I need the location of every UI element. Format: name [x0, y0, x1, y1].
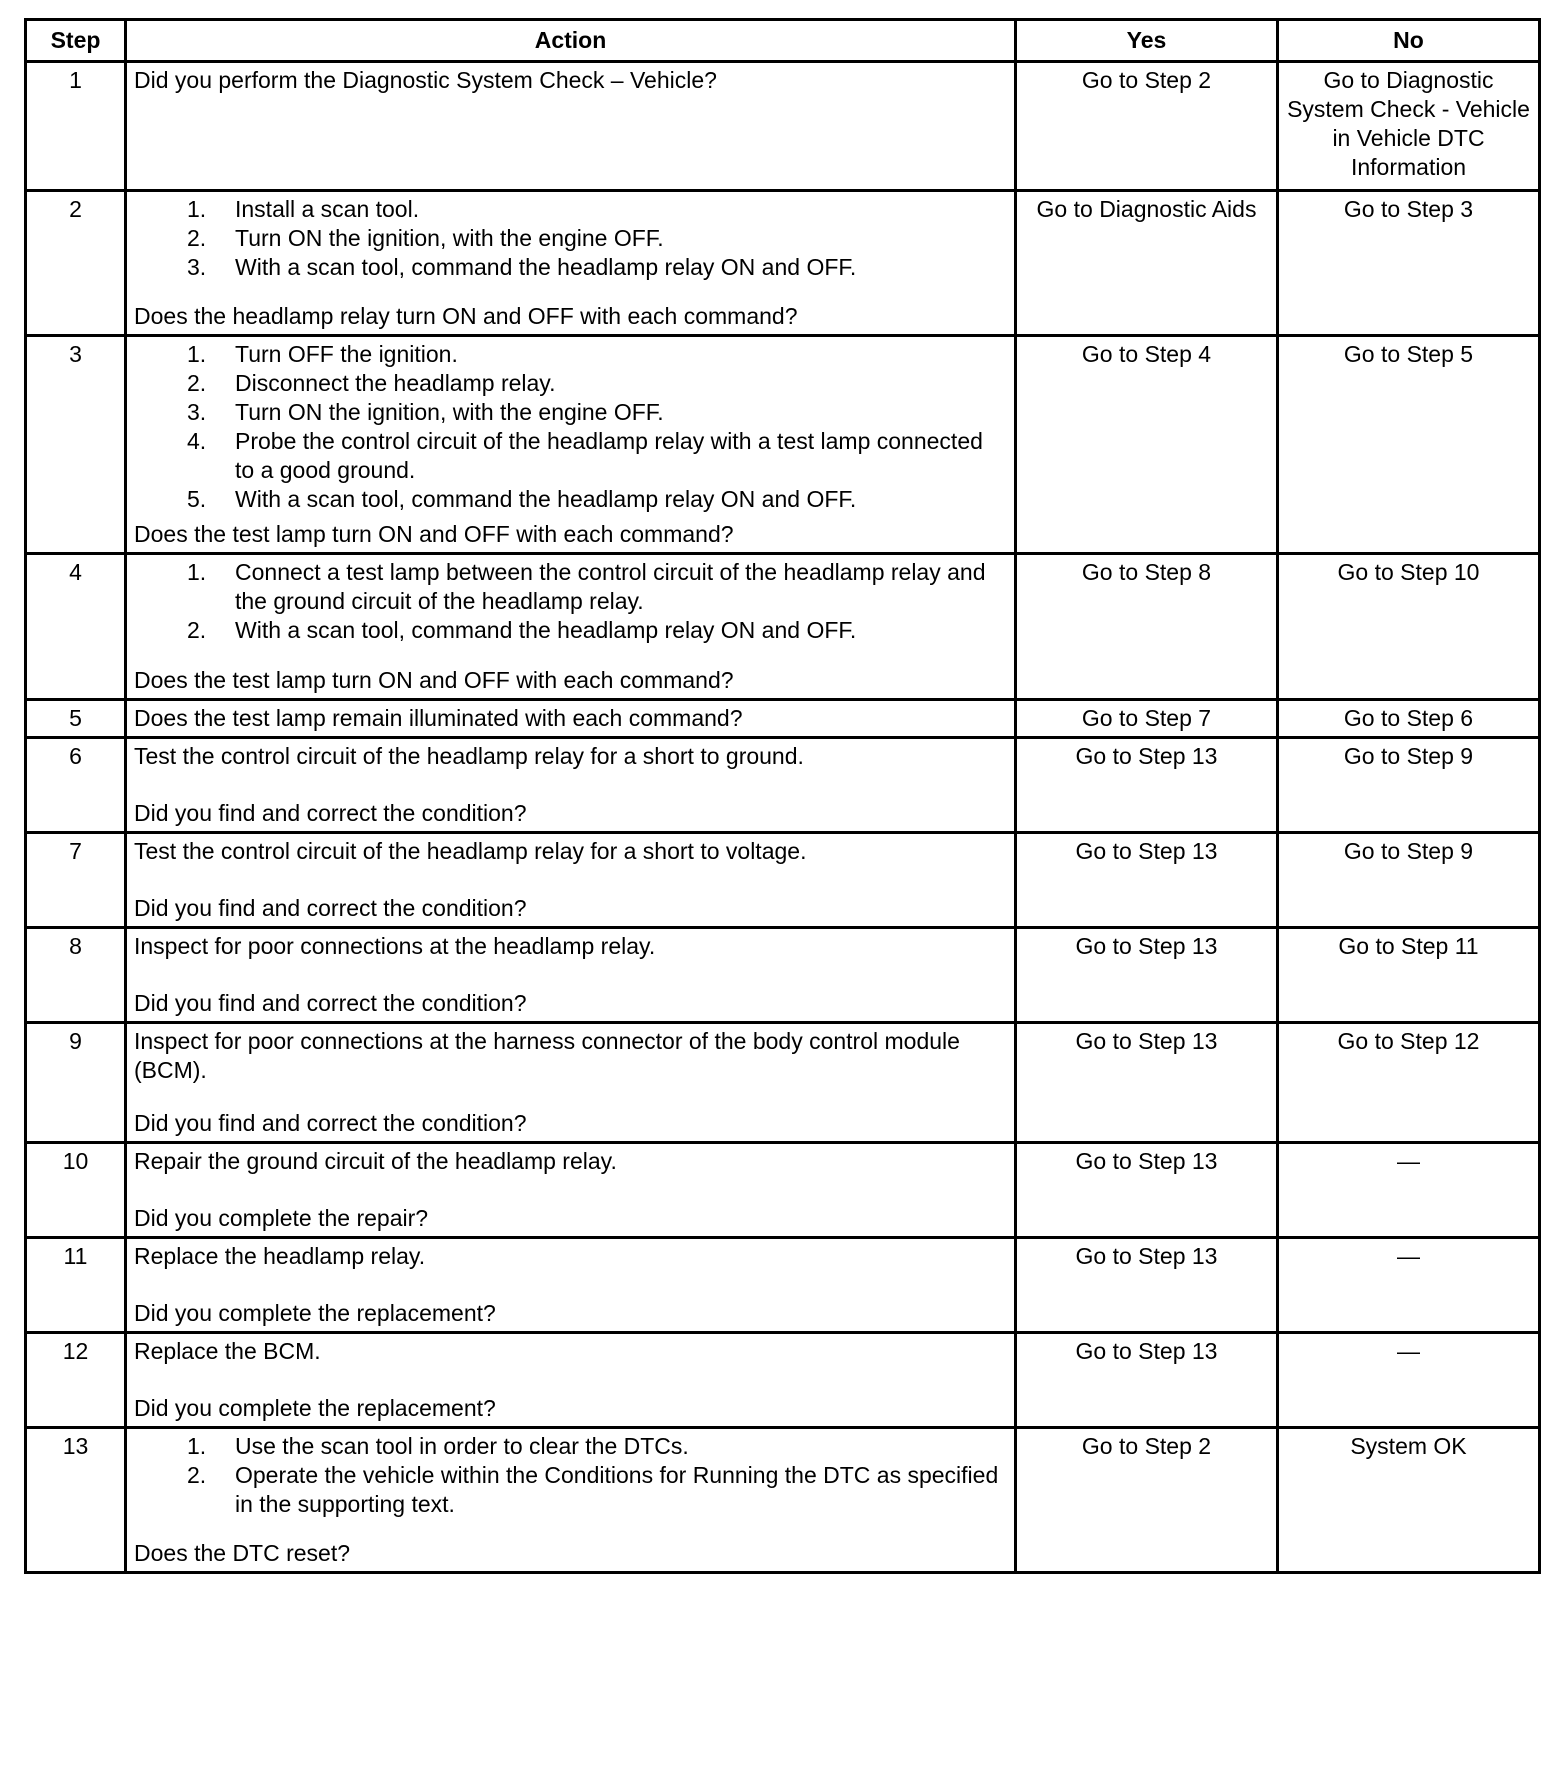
- action-cell: [126, 191, 1016, 336]
- table-row: [26, 833, 1540, 928]
- step-number: 3: [26, 336, 126, 554]
- action-top: [134, 195, 1007, 282]
- action-cell: [126, 738, 1016, 833]
- action-step-number: 2.: [187, 370, 207, 396]
- table-row: [26, 928, 1540, 1023]
- action-intro: Did you perform the Diagnostic System Check – Vehicle?: [134, 67, 717, 93]
- action-step-number: 5.: [187, 486, 207, 512]
- table-row: [26, 554, 1540, 700]
- no-result: Go to Step 12: [1278, 1023, 1540, 1143]
- action-content: [134, 1147, 1007, 1233]
- action-intro: Test the control circuit of the headlamp relay for a short to ground.: [134, 743, 804, 769]
- step-number: 11: [26, 1238, 126, 1333]
- action-step-number: 3.: [187, 254, 207, 280]
- step-number: 12: [26, 1333, 126, 1428]
- action-top: [134, 340, 1007, 514]
- action-step-text: Operate the vehicle within the Conditions for Running the DTC as specified in the supporting text.: [235, 1462, 999, 1517]
- no-result: Go to Step 6: [1278, 700, 1540, 738]
- yes-result: Go to Diagnostic Aids: [1016, 191, 1278, 336]
- no-result: Go to Step 3: [1278, 191, 1540, 336]
- step-number: 4: [26, 554, 126, 700]
- action-cell: [126, 833, 1016, 928]
- action-intro: Test the control circuit of the headlamp relay for a short to voltage.: [134, 838, 807, 864]
- action-top: [134, 742, 1007, 771]
- no-result: Go to Step 11: [1278, 928, 1540, 1023]
- action-step-number: 2.: [187, 1462, 207, 1488]
- no-result: Go to Diagnostic System Check - Vehicle in Vehicle DTC Information: [1278, 62, 1540, 191]
- action-step-number: 1.: [187, 341, 207, 367]
- action-step-number: 3.: [187, 399, 207, 425]
- action-cell: [126, 554, 1016, 700]
- header-row: [26, 20, 1540, 62]
- action-content: [134, 1027, 1007, 1138]
- action-step-text: Disconnect the headlamp relay.: [235, 370, 556, 396]
- action-top: [134, 1242, 1007, 1271]
- table-row: [26, 1428, 1540, 1573]
- yes-result: Go to Step 7: [1016, 700, 1278, 738]
- step-number: 8: [26, 928, 126, 1023]
- header-no: No: [1278, 20, 1540, 62]
- action-intro: Inspect for poor connections at the harness connector of the body control module (BCM).: [134, 1028, 960, 1083]
- action-content: [134, 558, 1007, 695]
- action-intro: Inspect for poor connections at the headlamp relay.: [134, 933, 656, 959]
- action-content: [134, 1242, 1007, 1328]
- diagnostic-table: [24, 18, 1541, 1574]
- action-content: [134, 704, 1007, 733]
- action-question: Did you find and correct the condition?: [134, 895, 527, 921]
- yes-result: Go to Step 2: [1016, 62, 1278, 191]
- no-result: —: [1278, 1143, 1540, 1238]
- action-top: [134, 1432, 1007, 1519]
- action-cell: [126, 700, 1016, 738]
- no-result: —: [1278, 1333, 1540, 1428]
- action-step-text: With a scan tool, command the headlamp relay ON and OFF.: [235, 254, 857, 280]
- action-cell: [126, 928, 1016, 1023]
- action-cell: [126, 1333, 1016, 1428]
- action-step-item: [134, 558, 1007, 616]
- action-top: [134, 1027, 1007, 1085]
- action-content: [134, 742, 1007, 828]
- action-question: Did you find and correct the condition?: [134, 990, 527, 1016]
- action-top: [134, 837, 1007, 866]
- action-intro: Replace the BCM.: [134, 1338, 321, 1364]
- action-question: Did you find and correct the condition?: [134, 1110, 527, 1136]
- no-result: Go to Step 5: [1278, 336, 1540, 554]
- table-body: [26, 62, 1540, 1573]
- table-row: [26, 336, 1540, 554]
- no-result: Go to Step 9: [1278, 738, 1540, 833]
- action-intro: Repair the ground circuit of the headlamp relay.: [134, 1148, 617, 1174]
- header-action: Action: [126, 20, 1016, 62]
- step-number: 10: [26, 1143, 126, 1238]
- step-number: 1: [26, 62, 126, 191]
- action-cell: [126, 336, 1016, 554]
- no-result: Go to Step 9: [1278, 833, 1540, 928]
- action-content: [134, 1337, 1007, 1423]
- yes-result: Go to Step 13: [1016, 1238, 1278, 1333]
- action-step-item: [134, 340, 1007, 369]
- header-step: Step: [26, 20, 126, 62]
- step-number: 7: [26, 833, 126, 928]
- step-number: 5: [26, 700, 126, 738]
- action-step-text: Probe the control circuit of the headlamp relay with a test lamp connected to a good ground.: [235, 428, 983, 483]
- yes-result: Go to Step 13: [1016, 1143, 1278, 1238]
- action-content: [134, 932, 1007, 1018]
- table-row: [26, 62, 1540, 191]
- action-step-item: [134, 485, 1007, 514]
- action-steps-list: [134, 340, 1007, 514]
- yes-result: Go to Step 13: [1016, 1333, 1278, 1428]
- yes-result: Go to Step 13: [1016, 833, 1278, 928]
- action-cell: [126, 1143, 1016, 1238]
- action-step-item: [134, 369, 1007, 398]
- step-number: 13: [26, 1428, 126, 1573]
- action-cell: [126, 1238, 1016, 1333]
- action-content: [134, 1432, 1007, 1568]
- action-top: [134, 1337, 1007, 1366]
- action-top: [134, 932, 1007, 961]
- header-yes: Yes: [1016, 20, 1278, 62]
- action-step-item: [134, 224, 1007, 253]
- yes-result: Go to Step 2: [1016, 1428, 1278, 1573]
- action-step-text: Turn OFF the ignition.: [235, 341, 458, 367]
- table-row: [26, 1333, 1540, 1428]
- action-step-item: [134, 398, 1007, 427]
- no-result: Go to Step 10: [1278, 554, 1540, 700]
- action-intro: Does the test lamp remain illuminated with each command?: [134, 705, 743, 731]
- yes-result: Go to Step 13: [1016, 1023, 1278, 1143]
- action-content: [134, 66, 1007, 186]
- action-step-item: [134, 253, 1007, 282]
- action-cell: [126, 1428, 1016, 1573]
- action-step-item: [134, 616, 1007, 645]
- table-row: [26, 738, 1540, 833]
- no-result: —: [1278, 1238, 1540, 1333]
- yes-result: Go to Step 4: [1016, 336, 1278, 554]
- action-question: Does the test lamp turn ON and OFF with each command?: [134, 521, 734, 547]
- action-content: [134, 340, 1007, 549]
- action-steps-list: [134, 558, 1007, 645]
- action-step-number: 2.: [187, 617, 207, 643]
- action-question: Does the test lamp turn ON and OFF with each command?: [134, 667, 734, 693]
- action-step-text: Connect a test lamp between the control circuit of the headlamp relay and the ground circuit of the headlamp relay.: [235, 559, 986, 614]
- action-step-text: Turn ON the ignition, with the engine OFF.: [235, 225, 664, 251]
- action-step-item: [134, 195, 1007, 224]
- action-step-text: With a scan tool, command the headlamp relay ON and OFF.: [235, 486, 857, 512]
- action-intro: Replace the headlamp relay.: [134, 1243, 426, 1269]
- step-number: 9: [26, 1023, 126, 1143]
- action-question: Did you complete the replacement?: [134, 1395, 496, 1421]
- action-steps-list: [134, 195, 1007, 282]
- table-row: [26, 700, 1540, 738]
- action-cell: [126, 1023, 1016, 1143]
- action-top: [134, 66, 1007, 95]
- action-cell: [126, 62, 1016, 191]
- step-number: 2: [26, 191, 126, 336]
- action-question: Does the DTC reset?: [134, 1540, 351, 1566]
- action-step-text: Turn ON the ignition, with the engine OFF.: [235, 399, 664, 425]
- action-steps-list: [134, 1432, 1007, 1519]
- yes-result: Go to Step 13: [1016, 738, 1278, 833]
- action-step-text: Use the scan tool in order to clear the DTCs.: [235, 1433, 689, 1459]
- action-top: [134, 704, 1007, 733]
- step-number: 6: [26, 738, 126, 833]
- action-step-number: 1.: [187, 1433, 207, 1459]
- action-step-item: [134, 1432, 1007, 1461]
- action-question: Did you complete the replacement?: [134, 1300, 496, 1326]
- action-step-number: 4.: [187, 428, 207, 454]
- table-row: [26, 191, 1540, 336]
- action-top: [134, 1147, 1007, 1176]
- action-step-item: [134, 1461, 1007, 1519]
- yes-result: Go to Step 13: [1016, 928, 1278, 1023]
- action-step-number: 2.: [187, 225, 207, 251]
- action-content: [134, 837, 1007, 923]
- action-step-number: 1.: [187, 196, 207, 222]
- action-question: Did you complete the repair?: [134, 1205, 429, 1231]
- no-result: System OK: [1278, 1428, 1540, 1573]
- action-step-text: Install a scan tool.: [235, 196, 420, 222]
- action-question: Does the headlamp relay turn ON and OFF with each command?: [134, 303, 798, 329]
- action-content: [134, 195, 1007, 331]
- table-row: [26, 1238, 1540, 1333]
- yes-result: Go to Step 8: [1016, 554, 1278, 700]
- action-step-number: 1.: [187, 559, 207, 585]
- action-step-item: [134, 427, 1007, 485]
- action-top: [134, 558, 1007, 645]
- table-row: [26, 1023, 1540, 1143]
- table-row: [26, 1143, 1540, 1238]
- action-question: Did you find and correct the condition?: [134, 800, 527, 826]
- action-step-text: With a scan tool, command the headlamp relay ON and OFF.: [235, 617, 857, 643]
